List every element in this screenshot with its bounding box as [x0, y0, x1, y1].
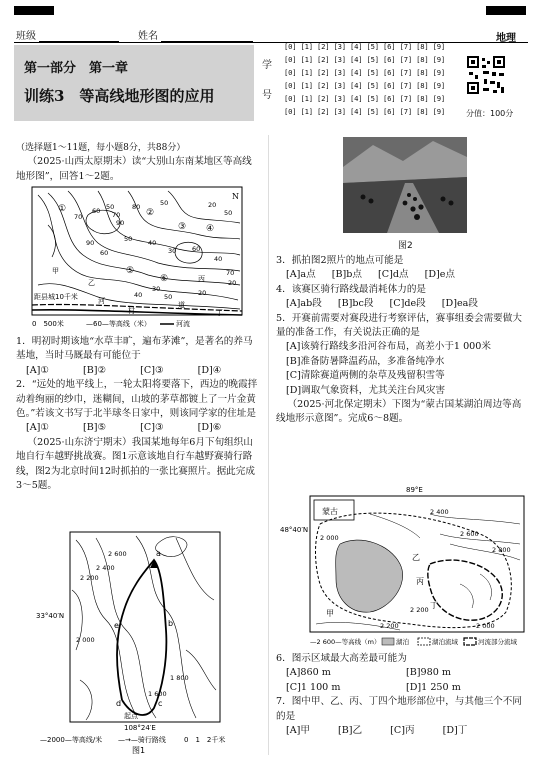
svg-text:2 000: 2 000	[76, 636, 95, 644]
map1-label: ②	[146, 208, 155, 218]
map2-lat: 33°40′N	[36, 612, 65, 620]
q5-stem: 5．开赛前需要对赛段进行考察评估，赛事组委会需要做大量的准备工作，有关说法正确的是	[276, 312, 522, 339]
class-blank[interactable]	[39, 30, 119, 42]
svg-text:40: 40	[148, 239, 157, 247]
map-2	[36, 530, 242, 754]
q2-stem: 2．“远处的地平线上，一轮太阳将要落下，西边的晚霞拌动着绚丽的纱巾，迷糊间，山坡的茅草都镀上了一片金黄色。”若该文书写于北半球冬日家中，则该同学家的住址是	[16, 379, 258, 420]
svg-text:乙: 乙	[412, 553, 420, 562]
svg-text:80: 80	[132, 203, 141, 211]
q6-stem: 6．图示区域最大高差最可能为	[276, 653, 407, 664]
name-label: 姓名	[138, 31, 158, 42]
svg-text:丁: 丁	[216, 309, 223, 317]
q2-option-d[interactable]: [D]⑥	[197, 422, 222, 434]
svg-text:2 600: 2 600	[108, 550, 127, 558]
q3-option-b[interactable]: [B]b点	[331, 269, 363, 281]
contour-map-1	[28, 185, 250, 333]
svg-text:1 800: 1 800	[170, 674, 189, 682]
q7-options	[276, 724, 528, 738]
svg-text:50: 50	[164, 293, 173, 301]
class-label: 班级	[16, 31, 36, 42]
map2-start: 起点	[124, 712, 138, 720]
q7-option-c[interactable]: [C]丙	[390, 725, 415, 737]
q1-option-d[interactable]: [D]④	[197, 364, 222, 376]
q2-option-a[interactable]: [A]①	[26, 422, 50, 434]
q7-stem: 7．图中甲、乙、丙、丁四个地形部位中，与其他三个不同的是	[276, 696, 522, 722]
q1-options	[16, 364, 260, 378]
id-row[interactable]: [0] [1] [2] [3] [4] [5] [6] [7] [8] [9]	[284, 81, 445, 90]
map3-lat: 48°40′N	[280, 526, 309, 534]
q5-option-a[interactable]: [A]该骑行路线多沿河谷布局，高差小于1 000米	[286, 341, 491, 353]
q3-option-d[interactable]: [D]e点	[424, 269, 456, 281]
top-marker-right	[486, 6, 526, 15]
north-arrow: N	[232, 192, 239, 201]
svg-text:40: 40	[214, 255, 223, 263]
q6-options-row2	[276, 681, 528, 695]
svg-text:河: 河	[98, 297, 105, 305]
cyclists-image	[343, 137, 467, 233]
map1-label: ⑤	[126, 266, 135, 276]
id-bubbles[interactable]	[284, 40, 445, 118]
q1-option-a[interactable]: [A]①	[26, 364, 50, 376]
svg-text:2 000: 2 000	[320, 534, 339, 542]
left-questions	[16, 335, 260, 493]
contour-map-2	[36, 530, 242, 754]
svg-text:30: 30	[152, 285, 161, 293]
map-3	[280, 484, 528, 650]
qr-code-icon	[466, 55, 506, 95]
q1-option-c[interactable]: [C]③	[140, 364, 164, 376]
figure-1-caption: 图1	[132, 746, 146, 754]
q2-options	[16, 421, 260, 435]
svg-text:丙: 丙	[198, 275, 205, 283]
id-row[interactable]: [0] [1] [2] [3] [4] [5] [6] [7] [8] [9]	[284, 42, 445, 51]
map-1	[28, 185, 250, 333]
q7-option-b[interactable]: [B]乙	[338, 725, 363, 737]
q7-option-a[interactable]: [A]甲	[286, 725, 311, 737]
svg-text:a: a	[156, 549, 161, 558]
map1-label: ③	[178, 222, 187, 232]
svg-text:道: 道	[178, 301, 185, 309]
q4-stem: 4．该赛区骑行路线最消耗体力的是	[276, 283, 427, 295]
svg-text:甲: 甲	[52, 267, 59, 275]
map1-legend: —60—等高线（米）	[86, 320, 151, 328]
score-label: 分值：100分	[466, 109, 514, 118]
figure-2-caption: 图2	[398, 241, 413, 251]
right-questions	[276, 254, 528, 427]
q4-option-d[interactable]: [D]ea段	[441, 298, 478, 310]
svg-text:20: 20	[208, 201, 217, 209]
q4-option-a[interactable]: [A]ab段	[286, 298, 322, 310]
svg-text:2 200: 2 200	[380, 622, 399, 630]
section-title: 第一部分 第一章	[24, 61, 129, 76]
map1-label: ⑥	[160, 274, 169, 284]
map3-legend-river: 河流部分流域	[478, 638, 517, 646]
svg-text:20: 20	[228, 279, 237, 287]
svg-text:c: c	[158, 699, 163, 708]
svg-text:60: 60	[192, 245, 201, 253]
svg-text:距县城10千米: 距县城10千米	[34, 293, 78, 301]
q1-2-stem: （2025·山西太原期末）读“大别山东南某地区等高线地形图”，回答1～2题。	[16, 156, 252, 182]
q6-option-a[interactable]: [A]860 m	[286, 667, 331, 679]
svg-text:2 400: 2 400	[430, 508, 449, 516]
svg-text:50: 50	[124, 235, 133, 243]
name-blank[interactable]	[161, 30, 253, 42]
id-row[interactable]: [0] [1] [2] [3] [4] [5] [6] [7] [8] [9]	[284, 55, 445, 64]
q1-stem: 1．明初时期该地“水草丰旷，遍布茅滩”，是著名的养马基地，当时马厩最有可能位于	[16, 336, 253, 362]
q6-option-c[interactable]: [C]1 100 m	[286, 681, 341, 693]
q6-option-b[interactable]: [B]980 m	[406, 667, 451, 679]
q3-option-c[interactable]: [C]d点	[378, 269, 409, 281]
subject-label: 地理	[496, 33, 516, 44]
svg-text:村: 村	[128, 307, 135, 315]
svg-text:20: 20	[198, 289, 207, 297]
contour-map-3	[280, 484, 528, 650]
svg-text:丁: 丁	[430, 601, 438, 610]
q7-option-d[interactable]: [D]丁	[442, 725, 468, 737]
svg-text:b: b	[168, 619, 174, 628]
map3-legend-contour: —2 600—等高线（m）	[310, 638, 381, 646]
svg-text:e: e	[114, 621, 119, 630]
q6-options-row1	[276, 666, 528, 680]
svg-text:50: 50	[106, 203, 115, 211]
race-photo	[343, 137, 467, 233]
svg-text:70: 70	[226, 269, 235, 277]
section-banner	[14, 45, 254, 121]
svg-text:甲: 甲	[326, 609, 334, 618]
map1-label: ④	[206, 224, 215, 234]
left-column	[16, 141, 260, 184]
svg-text:2 400: 2 400	[96, 564, 115, 572]
q5-option-b[interactable]: [B]准备防暑降温药品，多准备纯净水	[286, 355, 445, 367]
q2-option-b[interactable]: [B]⑤	[83, 422, 107, 434]
column-divider	[268, 135, 269, 755]
lesson-title: 训练3 等高线地形图的应用	[24, 87, 215, 105]
svg-text:d: d	[116, 699, 122, 708]
q6-option-d[interactable]: [D]1 250 m	[406, 681, 461, 693]
map3-legend-basin: 湖泊流域	[432, 638, 458, 646]
svg-text:2 600: 2 600	[460, 530, 479, 538]
svg-text:2 200: 2 200	[80, 574, 99, 582]
q3-stem: 3．抓拍图2照片的地点可能是	[276, 255, 404, 266]
svg-text:70: 70	[74, 213, 83, 221]
map2-lon: 108°24′E	[124, 724, 156, 732]
q3-5-stem: （2025·山东济宁期末）我国某地每年6月下旬组织山地自行车越野挑战赛。图1示意该地自行车越野赛骑行路线，图2为北京时间12时抓拍的一张比赛照片。据此完成3～5题。	[16, 436, 255, 492]
svg-text:50: 50	[160, 199, 169, 207]
svg-text:2 200: 2 200	[410, 606, 429, 614]
section-intro: （选择题1～11题，每小题8分，共88分）	[16, 143, 186, 153]
id-label-2: 号	[262, 90, 272, 101]
id-row[interactable]: [0] [1] [2] [3] [4] [5] [6] [7] [8] [9]	[284, 68, 445, 77]
svg-text:60: 60	[92, 207, 101, 215]
q4-options	[276, 297, 528, 311]
map3-lon: 89°E	[406, 486, 423, 494]
q4-option-b[interactable]: [B]bc段	[337, 298, 374, 310]
class-field	[16, 27, 119, 42]
map3-country: 蒙古	[322, 507, 338, 516]
map2-legend-route: —→—骑行路线	[118, 736, 166, 744]
svg-text:2 800: 2 800	[492, 546, 511, 554]
q5-option-c[interactable]: [C]清除赛道两侧的杂草及残留积雪等	[286, 370, 445, 382]
svg-text:60: 60	[100, 249, 109, 257]
id-row[interactable]: [0] [1] [2] [3] [4] [5] [6] [7] [8] [9]	[284, 94, 445, 103]
map2-scale: 0 1 2千米	[184, 736, 226, 744]
svg-text:乙: 乙	[88, 279, 95, 287]
id-row[interactable]: [0] [1] [2] [3] [4] [5] [6] [7] [8] [9]	[284, 107, 445, 116]
q4-option-c[interactable]: [C]de段	[389, 298, 426, 310]
map1-legend-river: 河流	[176, 320, 190, 328]
svg-text:丙: 丙	[416, 577, 424, 586]
svg-text:30: 30	[168, 247, 177, 255]
id-label-1: 学	[262, 60, 272, 71]
q3-option-a[interactable]: [A]a点	[286, 269, 316, 281]
svg-text:50: 50	[224, 209, 233, 217]
svg-text:70: 70	[112, 211, 121, 219]
name-field	[138, 27, 253, 42]
q3-options	[276, 268, 528, 282]
svg-text:1 600: 1 600	[148, 690, 167, 698]
svg-text:2 000: 2 000	[476, 622, 495, 630]
q6-8-stem: （2025·河北保定期末）下图为“蒙古国某湖泊周边等高线地形示意图”。完成6～8题。	[276, 399, 522, 425]
top-marker-left	[14, 6, 54, 15]
svg-text:40: 40	[134, 291, 143, 299]
svg-text:90: 90	[86, 239, 95, 247]
q5-option-d[interactable]: [D]调取气象资料，尤其关注台风灾害	[286, 384, 446, 396]
right-questions-2	[276, 652, 528, 738]
q2-option-c[interactable]: [C]③	[140, 422, 164, 434]
map1-label: ①	[58, 204, 67, 214]
map2-legend-contour: —2000—等高线/米	[40, 736, 103, 744]
map3-legend-lake: 湖泊	[396, 638, 409, 646]
map1-scale: 0 500米	[32, 320, 64, 328]
svg-text:90: 90	[116, 219, 125, 227]
q1-option-b[interactable]: [B]②	[83, 364, 107, 376]
